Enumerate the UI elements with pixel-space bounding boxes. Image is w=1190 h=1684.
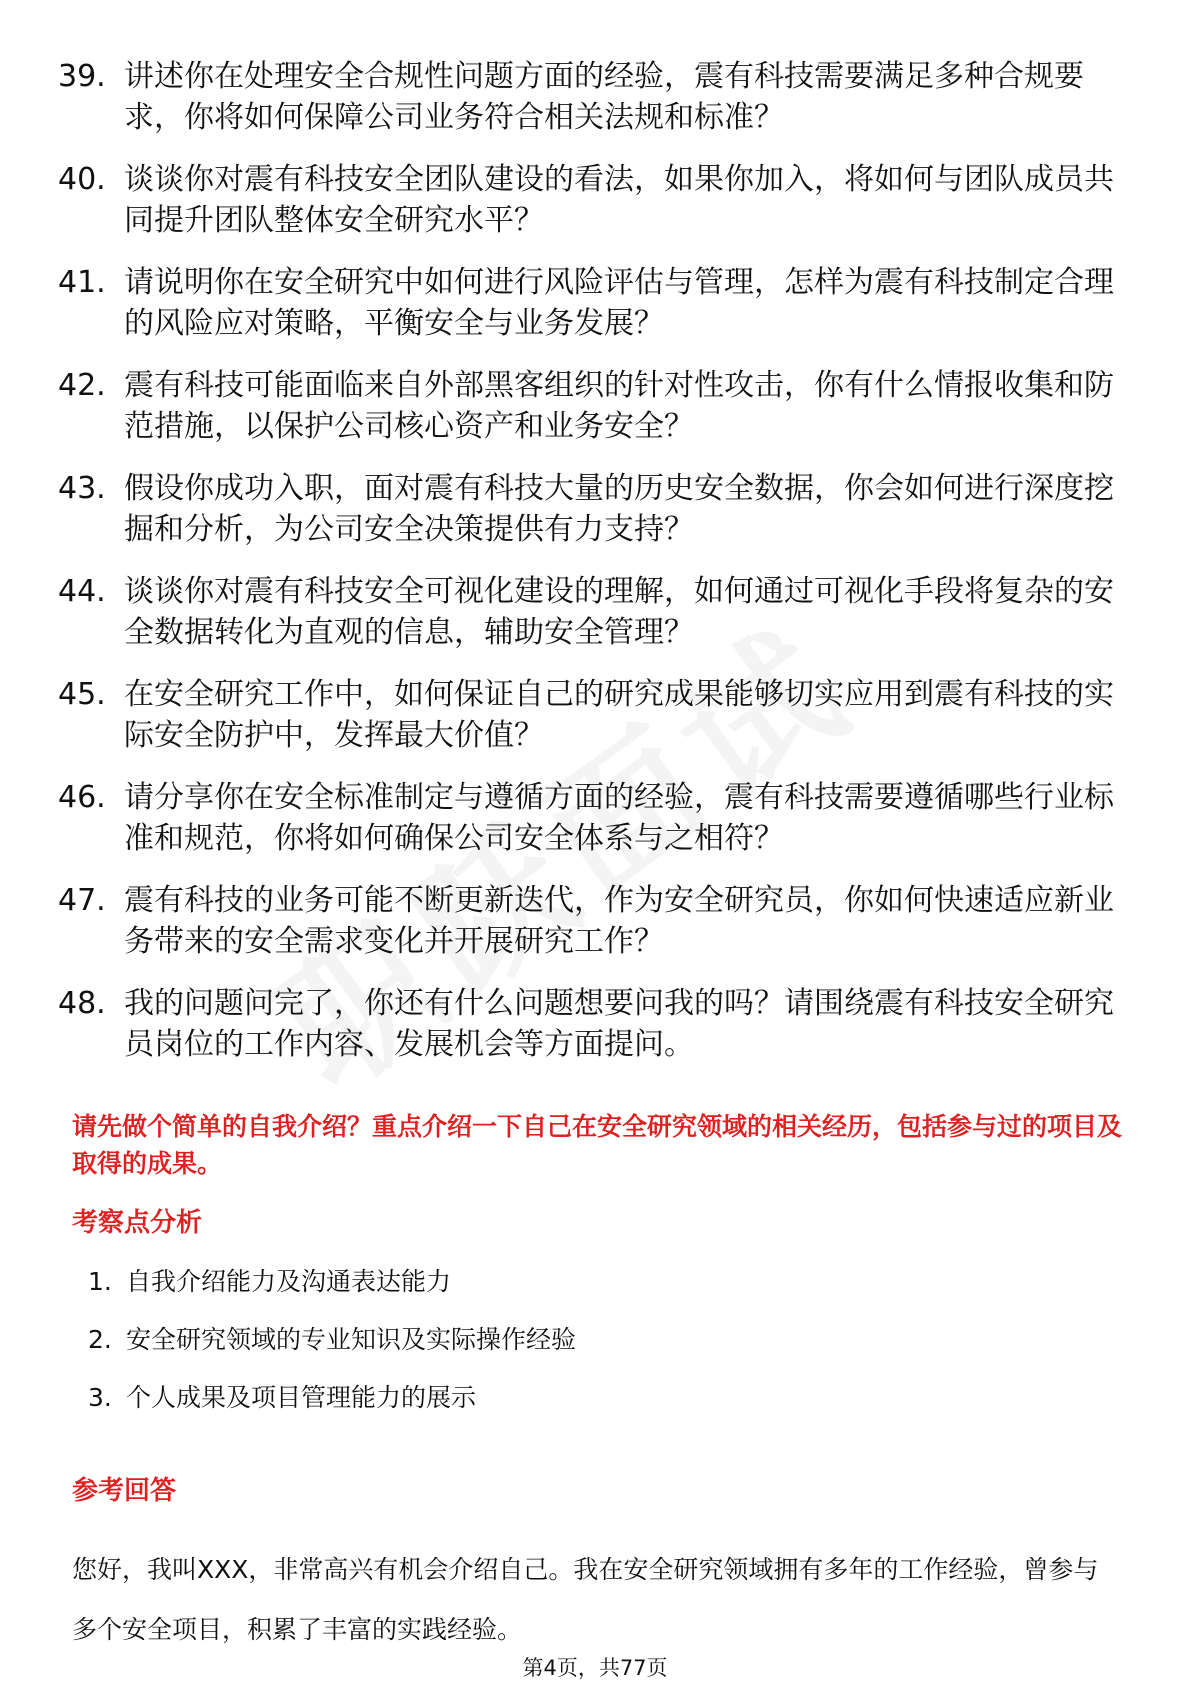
point-text: 个人成果及项目管理能力的展示 <box>126 1383 477 1412</box>
question-number: 44. <box>58 574 106 609</box>
analysis-points <box>88 1264 576 1438</box>
list-item <box>58 159 1118 241</box>
answer-paragraph: 您好，我叫XXX，非常高兴有机会介绍自己。我在安全研究领域拥有多年的工作经验，曾参与多个安全项目，积累了丰富的实践经验。 <box>72 1555 1099 1644</box>
question-text: 谈谈你对震有科技安全可视化建设的理解，如何通过可视化手段将复杂的安全数据转化为直观的信息，辅助安全管理？ <box>124 574 1114 650</box>
list-item <box>58 880 1118 962</box>
question-number: 39. <box>58 59 106 94</box>
question-text: 我的问题问完了，你还有什么问题想要问我的吗？请围绕震有科技安全研究员岗位的工作内容、发展机会等方面提问。 <box>124 986 1114 1062</box>
intro-question-heading: 请先做个简单的自我介绍？重点介绍一下自己在安全研究领域的相关经历，包括参与过的项目及取得的成果。 <box>72 1112 1123 1178</box>
list-item <box>58 262 1118 344</box>
list-item <box>58 571 1118 653</box>
list-item <box>58 674 1118 756</box>
list-item <box>58 777 1118 859</box>
list-item <box>58 56 1118 138</box>
question-number: 40. <box>58 162 106 197</box>
question-number: 48. <box>58 986 106 1021</box>
question-number: 46. <box>58 780 106 815</box>
analysis-title: 考察点分析 <box>72 1208 203 1238</box>
list-item <box>58 468 1118 550</box>
point-number: 3. <box>88 1383 112 1412</box>
question-text: 请分享你在安全标准制定与遵循方面的经验，震有科技需要遵循哪些行业标准和规范，你将如何确保公司安全体系与之相符？ <box>124 780 1114 856</box>
question-text: 震有科技可能面临来自外部黑客组织的针对性攻击，你有什么情报收集和防范措施，以保护公司核心资产和业务安全？ <box>124 368 1114 444</box>
list-item <box>58 365 1118 447</box>
question-text: 请说明你在安全研究中如何进行风险评估与管理，怎样为震有科技制定合理的风险应对策略，平衡安全与业务发展？ <box>124 265 1114 341</box>
question-text: 谈谈你对震有科技安全团队建设的看法，如果你加入，将如何与团队成员共同提升团队整体安全研究水平？ <box>124 162 1114 238</box>
question-text: 震有科技的业务可能不断更新迭代，作为安全研究员，你如何快速适应新业务带来的安全需求变化并开展研究工作？ <box>124 883 1114 959</box>
question-number: 45. <box>58 677 106 712</box>
list-item <box>88 1322 576 1358</box>
question-number: 47. <box>58 883 106 918</box>
question-number: 43. <box>58 471 106 506</box>
point-text: 安全研究领域的专业知识及实际操作经验 <box>126 1325 577 1354</box>
point-number: 1. <box>88 1267 112 1296</box>
list-item <box>88 1380 576 1416</box>
question-number: 41. <box>58 265 106 300</box>
question-number: 42. <box>58 368 106 403</box>
page-footer: 第4页，共77页 <box>522 1656 668 1680</box>
answer-title: 参考回答 <box>72 1476 177 1506</box>
point-number: 2. <box>88 1325 112 1354</box>
point-text: 自我介绍能力及沟通表达能力 <box>126 1267 452 1296</box>
list-item <box>88 1264 576 1300</box>
list-item <box>58 983 1118 1065</box>
question-text: 讲述你在处理安全合规性问题方面的经验，震有科技需要满足多种合规要求，你将如何保障公司业务符合相关法规和标准？ <box>124 59 1084 135</box>
question-list <box>58 56 1118 1086</box>
question-text: 假设你成功入职，面对震有科技大量的历史安全数据，你会如何进行深度挖掘和分析，为公司安全决策提供有力支持？ <box>124 471 1114 547</box>
question-text: 在安全研究工作中，如何保证自己的研究成果能够切实应用到震有科技的实际安全防护中，发挥最大价值？ <box>124 677 1114 753</box>
